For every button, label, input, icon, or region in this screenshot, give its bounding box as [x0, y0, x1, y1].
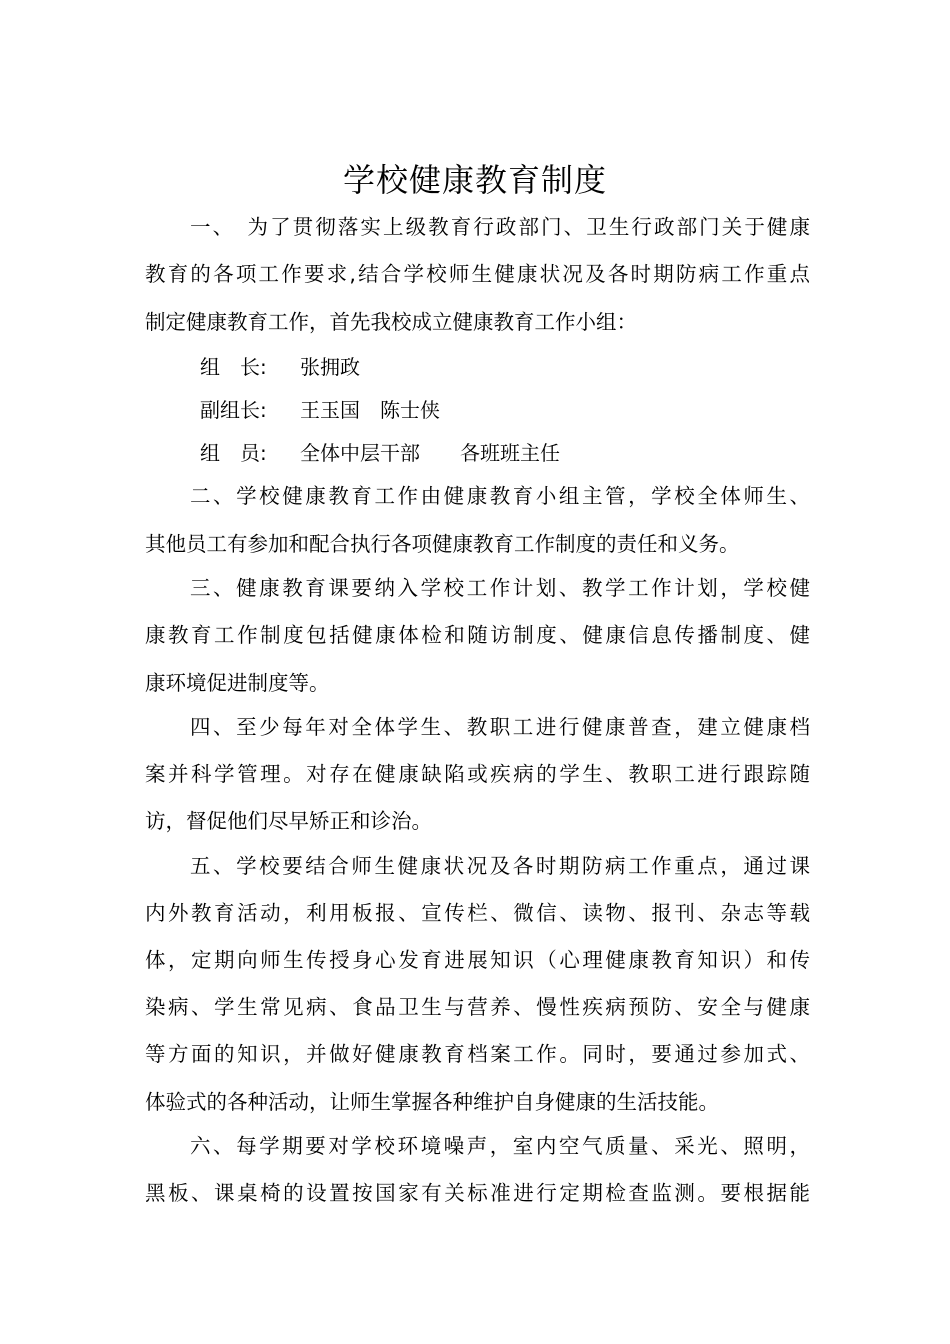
member-names: 王玉国 陈士侠: [300, 398, 440, 422]
document-title: 学校健康教育制度: [342, 161, 607, 199]
group-member-row: [200, 395, 440, 425]
member-role: 组 长:: [200, 355, 267, 379]
paragraph-line: 教育的各项工作要求,结合学校师生健康状况及各时期防病工作重点: [145, 262, 810, 286]
paragraph-line: 案并科学管理。对存在健康缺陷或疾病的学生、教职工进行跟踪随: [145, 762, 810, 786]
paragraph-line: 体，定期向师生传授身心发育进展知识（心理健康教育知识）和传: [145, 948, 810, 972]
group-member-row: [200, 438, 560, 468]
paragraph-line: 康环境促进制度等。: [145, 671, 330, 695]
paragraph-line: 内外教育活动，利用板报、宣传栏、微信、读物、报刊、杂志等载: [145, 901, 810, 925]
paragraph-line: 一、 为了贯彻落实上级教育行政部门、卫生行政部门关于健康: [190, 215, 810, 239]
paragraph-line: 五、学校要结合师生健康状况及各时期防病工作重点，通过课: [190, 854, 810, 878]
member-role: 副组长:: [200, 398, 267, 422]
member-names: 张拥政: [300, 355, 360, 379]
paragraph-line: 二、学校健康教育工作由健康教育小组主管，学校全体师生、: [190, 484, 810, 508]
paragraph-line: 访，督促他们尽早矫正和诊治。: [145, 809, 432, 833]
paragraph-line: 六、每学期要对学校环境噪声，室内空气质量、采光、照明，: [190, 1134, 810, 1158]
paragraph-line: 三、健康教育课要纳入学校工作计划、教学工作计划，学校健: [190, 576, 810, 600]
paragraph-line: 四、至少每年对全体学生、教职工进行健康普查，建立健康档: [190, 715, 810, 739]
member-role: 组 员:: [200, 441, 267, 465]
paragraph-line: 其他员工有参加和配合执行各项健康教育工作制度的责任和义务。: [145, 532, 740, 556]
paragraph-line: 康教育工作制度包括健康体检和随访制度、健康信息传播制度、健: [145, 623, 810, 647]
group-member-row: [200, 352, 360, 382]
member-names: 全体中层干部 各班班主任: [300, 441, 560, 465]
paragraph-line: 制定健康教育工作，首先我校成立健康教育工作小组：: [145, 310, 637, 334]
paragraph-line: 体验式的各种活动，让师生掌握各种维护自身健康的生活技能。: [145, 1090, 719, 1114]
paragraph-line: 黑板、课桌椅的设置按国家有关标准进行定期检查监测。要根据能: [145, 1181, 810, 1205]
paragraph-line: 染病、学生常见病、食品卫生与营养、慢性疾病预防、安全与健康: [145, 995, 810, 1019]
paragraph-line: 等方面的知识，并做好健康教育档案工作。同时，要通过参加式、: [145, 1042, 810, 1066]
